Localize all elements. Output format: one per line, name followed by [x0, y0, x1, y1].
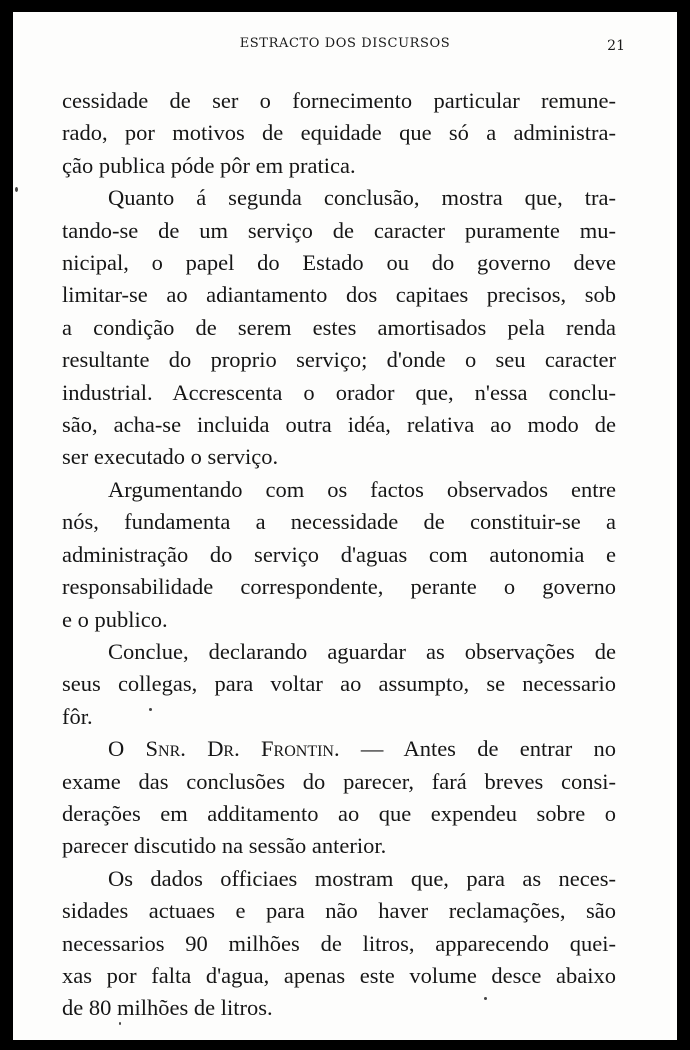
text-line: limitar-se ao adiantamento dos capitaes precisos, sob [62, 282, 616, 308]
paragraph [62, 863, 616, 1025]
text-line: necessarios 90 milhões de litros, apparecendo quei- [62, 930, 616, 956]
text-line: a condição de serem estes amortisados pela renda [62, 314, 616, 340]
text-line: nós, fundamenta a necessidade de constituir-se a [62, 509, 616, 535]
text-line: são, acha-se incluida outra idéa, relativa ao modo de [62, 412, 616, 438]
text-line: e o publico. [62, 606, 168, 632]
speech-text: — Antes de entrar no [339, 736, 616, 762]
paragraph [62, 182, 616, 474]
body-text [62, 85, 616, 1025]
text-line: ção publica póde pôr em pratica. [62, 152, 356, 178]
text-line: rado, por motivos de equidade que só a administra- [62, 120, 616, 146]
paragraph [62, 474, 616, 636]
speaker-name: O Snr. Dr. Frontin. [108, 736, 340, 762]
text-line: derações em additamento ao que expendeu sobre o [62, 800, 616, 826]
book-page [13, 12, 677, 1040]
page-header [13, 36, 677, 58]
running-title: ESTRACTO DOS DISCURSOS [239, 36, 451, 51]
print-speck [15, 187, 18, 192]
text-line [62, 733, 616, 765]
print-speck [119, 1022, 121, 1025]
print-speck [484, 997, 487, 1000]
text-line: ser executado o serviço. [62, 444, 279, 470]
text-line: de 80 milhões de litros. [62, 995, 273, 1021]
text-line: Conclue, declarando aguardar as observações de [108, 638, 616, 664]
text-line: sidades actuaes e para não haver reclamações, são [62, 898, 616, 924]
text-line: fôr. [62, 703, 93, 729]
text-line: tando-se de um serviço de caracter puramente mu- [62, 217, 616, 243]
text-line: Os dados officiaes mostram que, para as neces- [108, 865, 616, 891]
text-line: administração do serviço d'aguas com autonomia e [62, 541, 616, 567]
speech-paragraph [62, 733, 616, 863]
text-line: resultante do proprio serviço; d'onde o seu caracter [62, 347, 616, 373]
text-line: cessidade de ser o fornecimento particular remune- [62, 88, 616, 113]
text-line: parecer discutido na sessão anterior. [62, 833, 387, 859]
text-line: responsabilidade correspondente, perante o governo [62, 574, 616, 600]
text-line: industrial. Accrescenta o orador que, n'essa conclu- [62, 379, 616, 405]
text-line: Quanto á segunda conclusão, mostra que, tra- [108, 185, 616, 211]
text-line: xas por falta d'agua, apenas este volume desce abaixo [62, 962, 616, 988]
print-speck [149, 708, 152, 711]
text-line: exame das conclusões do parecer, fará breves consi- [62, 768, 616, 794]
paragraph [62, 636, 616, 733]
text-line: Argumentando com os factos observados entre [108, 476, 616, 502]
text-line: seus collegas, para voltar ao assumpto, se necessario [62, 671, 616, 697]
page-number: 21 [607, 38, 625, 54]
text-line: nicipal, o papel do Estado ou do governo deve [62, 250, 616, 276]
paragraph [62, 85, 616, 182]
